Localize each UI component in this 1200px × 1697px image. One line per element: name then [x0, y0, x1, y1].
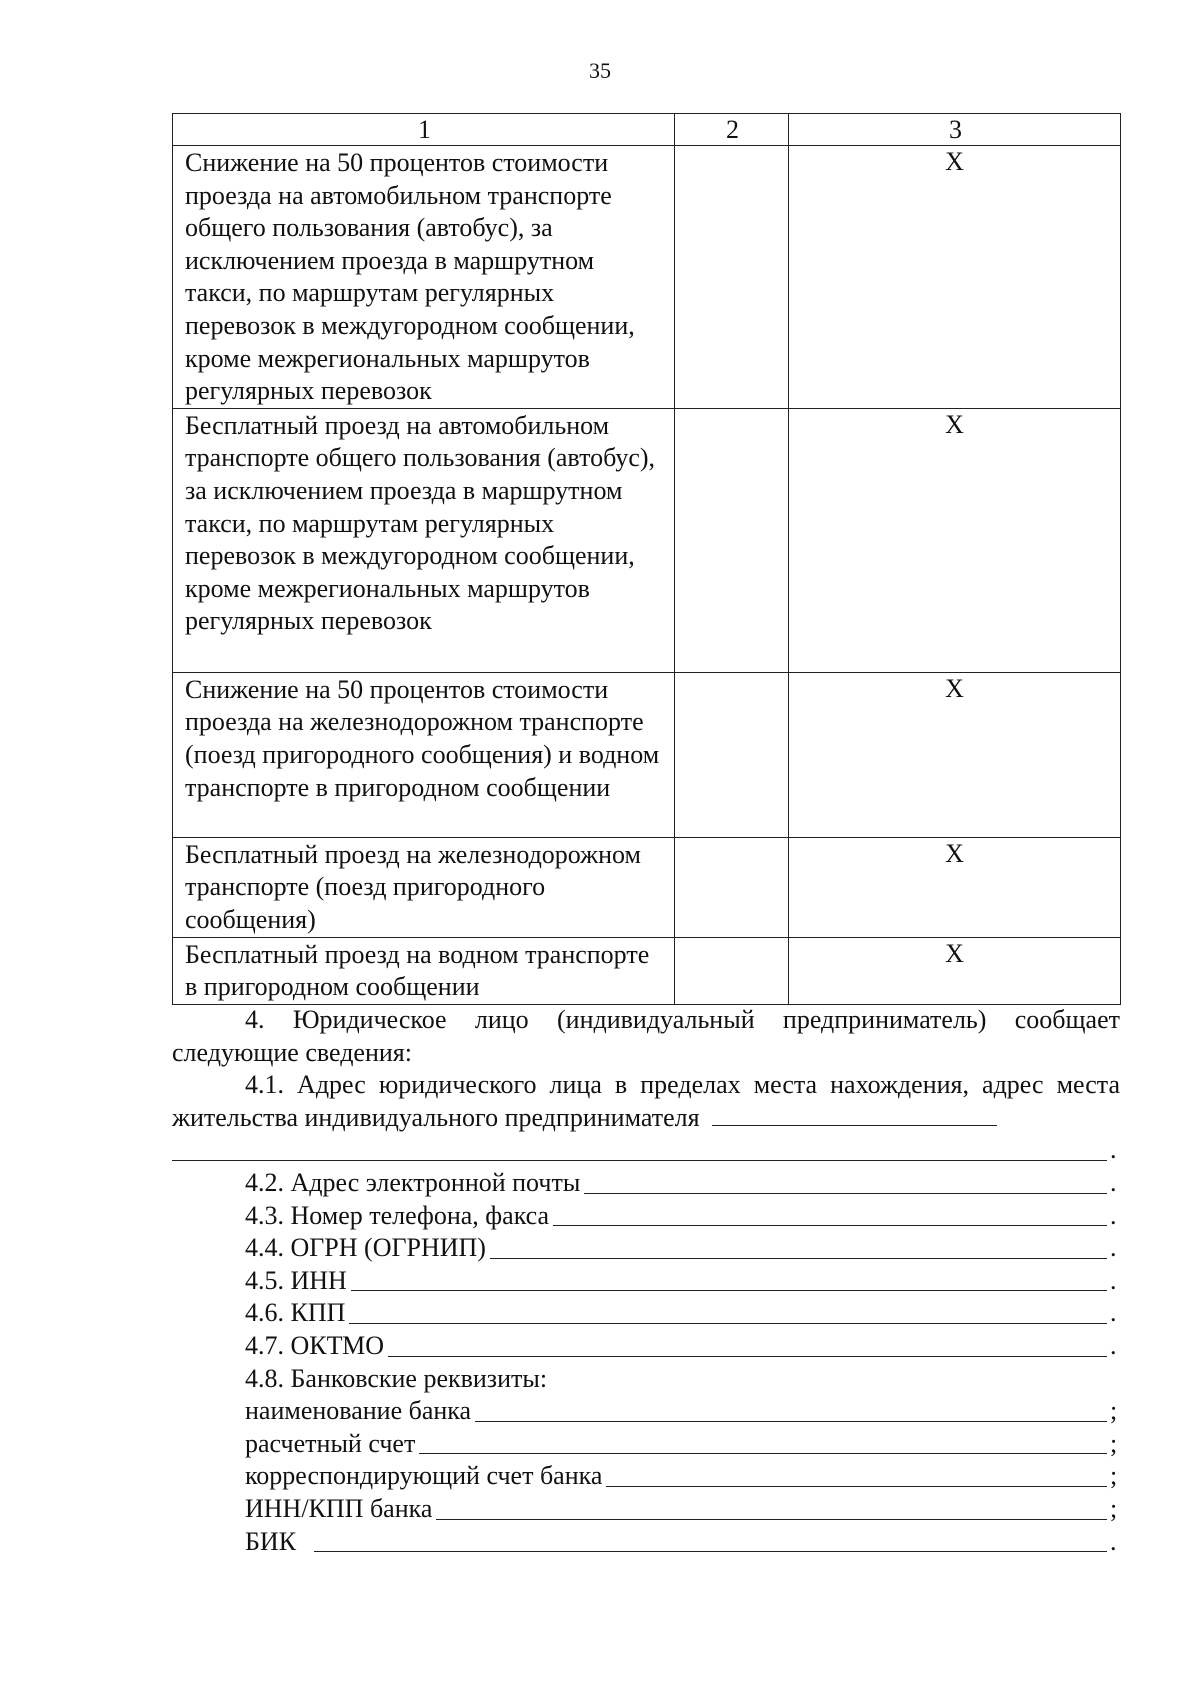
- column-3-cell: X: [789, 937, 1121, 1004]
- correspondent-account-terminator: ;: [1110, 1461, 1118, 1491]
- oktmo-field[interactable]: [245, 1330, 1120, 1363]
- phone-label: 4.3. Номер телефона, факса: [245, 1200, 550, 1230]
- column-3-cell: X: [789, 146, 1121, 409]
- column-2-cell: [675, 146, 789, 409]
- table-header-row: [173, 114, 1121, 146]
- phone-terminator: .: [1110, 1200, 1117, 1230]
- bik-field[interactable]: [245, 1526, 1120, 1559]
- ogrn-blank[interactable]: [490, 1257, 1107, 1259]
- kpp-blank[interactable]: [349, 1322, 1107, 1324]
- column-3-cell: X: [789, 408, 1121, 672]
- section-4-intro: 4. Юридическое лицо (индивидуальный предприниматель) сообщает следующие сведения:: [172, 1005, 1120, 1067]
- column-header-2: 2: [675, 114, 789, 146]
- bank-details-title: [245, 1363, 1120, 1396]
- bank-name-blank[interactable]: [475, 1420, 1107, 1422]
- benefit-cell: Снижение на 50 процентов стоимости проезда на автомобильном транспорте общего пользования (автобус), за исключением проезда в маршрутном такси, по маршрутам регулярных перевозок в междугородном сообщении, кроме межрегиональных маршрутов регулярных перевозок: [173, 146, 675, 409]
- bank-name-field[interactable]: [245, 1395, 1120, 1428]
- bank-inn-kpp-blank[interactable]: [436, 1518, 1107, 1520]
- settlement-account-label: расчетный счет: [245, 1428, 416, 1458]
- address-blank-inline[interactable]: [712, 1124, 997, 1126]
- page-number: 35: [589, 58, 611, 83]
- table-row: [173, 837, 1121, 937]
- inn-field[interactable]: [245, 1265, 1120, 1298]
- table-row: [173, 937, 1121, 1004]
- bank-inn-kpp-label: ИНН/КПП банка: [245, 1493, 433, 1523]
- bank-name-label: наименование банка: [245, 1396, 472, 1426]
- column-2-cell: [675, 937, 789, 1004]
- column-header-1: 1: [173, 114, 675, 146]
- column-2-cell: [675, 408, 789, 672]
- email-blank[interactable]: [584, 1192, 1107, 1194]
- address-terminator: .: [1110, 1135, 1117, 1165]
- kpp-field[interactable]: [245, 1297, 1120, 1330]
- email-terminator: .: [1110, 1167, 1117, 1197]
- bank-name-terminator: ;: [1110, 1396, 1118, 1426]
- settlement-account-field[interactable]: [245, 1428, 1120, 1461]
- bik-terminator: .: [1110, 1526, 1117, 1556]
- email-field[interactable]: [245, 1167, 1120, 1200]
- correspondent-account-blank[interactable]: [606, 1485, 1107, 1487]
- benefit-cell: Бесплатный проезд на автомобильном транспорте общего пользования (автобус), за исключением проезда в маршрутном такси, по маршрутам регулярных перевозок в междугородном сообщении, кроме межрегиональных маршрутов регулярных перевозок: [173, 408, 675, 672]
- oktmo-blank[interactable]: [388, 1355, 1107, 1357]
- column-3-cell: X: [789, 837, 1121, 937]
- inn-blank[interactable]: [351, 1289, 1107, 1291]
- bank-details-label: 4.8. Банковские реквизиты:: [245, 1363, 548, 1393]
- email-label: 4.2. Адрес электронной почты: [245, 1167, 581, 1197]
- benefit-cell: Бесплатный проезд на водном транспорте в пригородном сообщении: [173, 937, 675, 1004]
- address-blank[interactable]: [172, 1160, 1107, 1161]
- inn-terminator: .: [1110, 1265, 1117, 1295]
- benefit-cell: Снижение на 50 процентов стоимости проезда на железнодорожном транспорте (поезд пригородного сообщения) и водном транспорте в пригородном сообщении: [173, 672, 675, 837]
- address-field[interactable]: [172, 1134, 1120, 1167]
- bank-inn-kpp-terminator: ;: [1110, 1493, 1118, 1523]
- correspondent-account-label: корреспондирующий счет банка: [245, 1461, 603, 1491]
- ogrn-terminator: .: [1110, 1233, 1117, 1263]
- column-3-cell: X: [789, 672, 1121, 837]
- settlement-account-terminator: ;: [1110, 1428, 1118, 1458]
- ogrn-label: 4.4. ОГРН (ОГРНИП): [245, 1233, 486, 1263]
- address-label: [172, 1069, 1120, 1134]
- benefit-cell: Бесплатный проезд на железнодорожном транспорте (поезд пригородного сообщения): [173, 837, 675, 937]
- column-2-cell: [675, 672, 789, 837]
- kpp-terminator: .: [1110, 1298, 1117, 1328]
- bik-blank[interactable]: [314, 1550, 1107, 1552]
- table-row: [173, 408, 1121, 672]
- column-2-cell: [675, 837, 789, 937]
- table-row: [173, 146, 1121, 409]
- settlement-account-blank[interactable]: [419, 1452, 1107, 1454]
- bik-label: БИК: [245, 1526, 297, 1556]
- kpp-label: 4.6. КПП: [245, 1298, 346, 1328]
- oktmo-terminator: .: [1110, 1330, 1117, 1360]
- phone-field[interactable]: [245, 1200, 1120, 1233]
- correspondent-account-field[interactable]: [245, 1460, 1120, 1493]
- oktmo-label: 4.7. ОКТМО: [245, 1330, 385, 1360]
- inn-label: 4.5. ИНН: [245, 1265, 347, 1295]
- phone-blank[interactable]: [553, 1224, 1107, 1226]
- table-row: [173, 672, 1121, 837]
- column-header-3: 3: [789, 114, 1121, 146]
- benefits-table: [172, 113, 1121, 1005]
- ogrn-field[interactable]: [245, 1232, 1120, 1265]
- section-4: [172, 1004, 1120, 1558]
- address-label-text: 4.1. Адрес юридического лица в пределах места нахождения, адрес места жительства индивидуального предпринимателя: [172, 1070, 1120, 1132]
- bank-inn-kpp-field[interactable]: [245, 1493, 1120, 1526]
